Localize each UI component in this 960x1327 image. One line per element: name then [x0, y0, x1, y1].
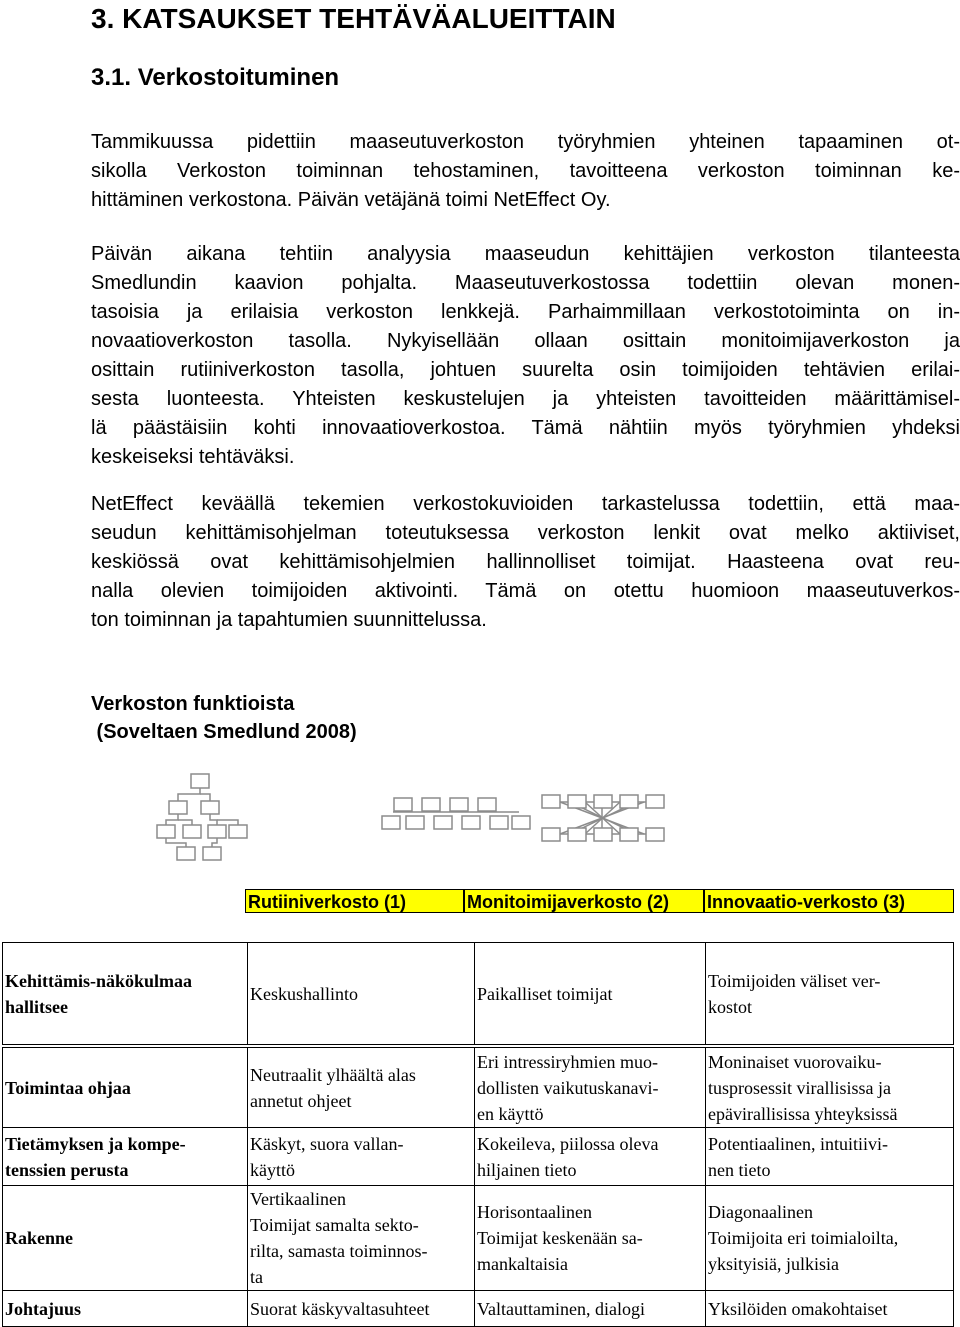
- table-cell: Kehittämis-näkökulmaa hallitsee: [3, 943, 248, 1045]
- table-row: [3, 1048, 954, 1128]
- table-cell: Eri intressiryhmien muo- dollisten vaikutuskanavi- en käyttö: [475, 1048, 706, 1128]
- paragraph-line: Smedlundin kaavion pohjalta. Maaseutuverkostossa todettiin olevan monen-: [91, 272, 960, 294]
- paragraph-1: [91, 128, 960, 215]
- mesh-network-icon: [540, 790, 670, 848]
- paragraph-2: [91, 240, 960, 472]
- paragraph-line: nalla olevien toimijoiden aktivointi. Tämä on otettu huomioon maaseutuverkos-: [91, 580, 960, 602]
- table-cell: Johtajuus: [3, 1291, 248, 1327]
- legend-multi-actor-network: Monitoimijaverkosto (2): [464, 889, 704, 913]
- paragraph-line: tasoisia ja erilaisia verkoston lenkkejä. Parhaimmillaan verkostotoiminta on in-: [91, 301, 960, 323]
- paragraph-line: lä päästäisiin kohti innovaatioverkostoa. Tämä nähtiin myös työryhmien yhdeksi: [91, 417, 960, 439]
- table-row: [3, 1291, 954, 1327]
- network-functions-table: [2, 942, 954, 1327]
- table-cell: Toimintaa ohjaa: [3, 1048, 248, 1128]
- section-title: Verkoston funktioista: [91, 693, 295, 715]
- table-cell: Paikalliset toimijat: [475, 943, 706, 1045]
- paragraph-line: sesta luonteesta. Yhteisten keskustelujen ja yhteisten tavoitteiden määrittämisel-: [91, 388, 960, 410]
- heading-1: 3. KATSAUKSET TEHTÄVÄALUEITTAIN: [91, 3, 616, 34]
- paragraph-line: novaatioverkoston tasolla. Nykyisellään ollaan osittain monitoimijaverkoston ja: [91, 330, 960, 352]
- paragraph-3: [91, 490, 960, 635]
- paragraph-line: NetEffect keväällä tekemien verkostokuvioiden tarkastelussa todettiin, että maa-: [91, 493, 960, 515]
- table-cell: Moninaiset vuorovaiku- tusprosessit virallisissa ja epävirallisissa yhteyksissä: [706, 1048, 954, 1128]
- paragraph-line: ton toiminnan ja tapahtumien suunnittelussa.: [91, 609, 487, 631]
- paragraph-line: Päivän aikana tehtiin analyysia maaseudun kehittäjien verkoston tilanteesta: [91, 243, 960, 265]
- linear-network-icon: [380, 796, 532, 832]
- table-cell: Suorat käskyvaltasuhteet: [248, 1291, 475, 1327]
- table-cell: Vertikaalinen Toimijat samalta sekto- rilta, samasta toiminnos- ta: [248, 1186, 475, 1291]
- legend-innovation-network: Innovaatio-verkosto (3): [704, 889, 954, 913]
- table-cell: Diagonaalinen Toimijoita eri toimialoilta, yksityisiä, julkisia: [706, 1186, 954, 1291]
- table-header-row: [3, 943, 954, 1045]
- table-cell: Valtauttaminen, dialogi: [475, 1291, 706, 1327]
- paragraph-line: Tammikuussa pidettiin maaseutuverkoston työryhmien yhteinen tapaaminen ot-: [91, 131, 960, 153]
- table-cell: Toimijoiden väliset ver- kostot: [706, 943, 954, 1045]
- paragraph-line: seudun kehittämisohjelman toteutuksessa verkoston lenkit ovat melko aktiiviset,: [91, 522, 960, 544]
- paragraph-line: keskeiseksi tehtäväksi.: [91, 446, 295, 468]
- paragraph-line: sikolla Verkoston toiminnan tehostaminen, tavoitteena verkoston toiminnan ke-: [91, 160, 960, 182]
- table-cell: Horisontaalinen Toimijat keskenään sa- mankaltaisia: [475, 1186, 706, 1291]
- table-cell: Potentiaalinen, intuitiivi- nen tieto: [706, 1128, 954, 1186]
- legend-routine-network: Rutiiniverkosto (1): [245, 889, 464, 913]
- table-cell: Keskushallinto: [248, 943, 475, 1045]
- table-row: [3, 1186, 954, 1291]
- paragraph-line: hittäminen verkostona. Päivän vetäjänä toimi NetEffect Oy.: [91, 189, 611, 211]
- table-cell: Tietämyksen ja kompe- tenssien perusta: [3, 1128, 248, 1186]
- table-row: [3, 1128, 954, 1186]
- table-cell: Neutraalit ylhäältä alas annetut ohjeet: [248, 1048, 475, 1128]
- table-cell: Kokeileva, piilossa oleva hiljainen tieto: [475, 1128, 706, 1186]
- hierarchy-network-icon: [155, 772, 250, 862]
- section-subtitle: (Soveltaen Smedlund 2008): [91, 721, 357, 743]
- paragraph-line: osittain rutiiniverkoston tasolla, johtuen suurelta osin toimijoiden tehtävien erilai-: [91, 359, 960, 381]
- table-cell: Käskyt, suora vallan- käyttö: [248, 1128, 475, 1186]
- table-cell: Rakenne: [3, 1186, 248, 1291]
- paragraph-line: keskiössä ovat kehittämisohjelmien hallinnolliset toimijat. Haasteena ovat reu-: [91, 551, 960, 573]
- table-cell: Yksilöiden omakohtaiset: [706, 1291, 954, 1327]
- heading-2: 3.1. Verkostoituminen: [91, 64, 340, 91]
